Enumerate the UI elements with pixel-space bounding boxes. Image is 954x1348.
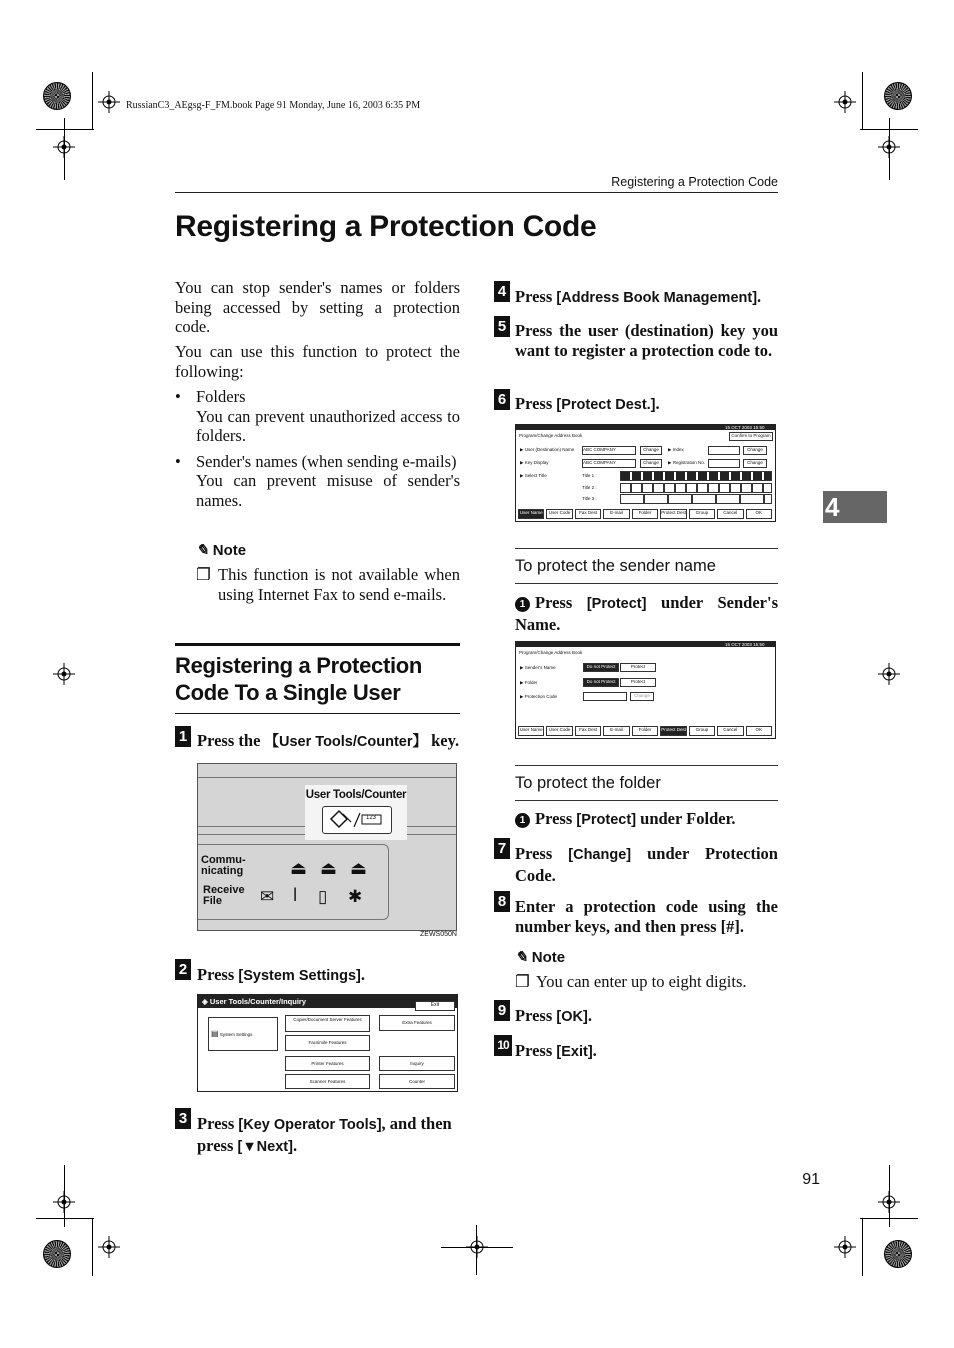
confirm-button[interactable]: Confirm to Program (729, 432, 773, 441)
user-tools-area (305, 785, 407, 840)
row-label: ▶ Key Display (520, 460, 549, 465)
document-icon: ▯ (318, 887, 328, 906)
protect-button[interactable]: Protect (620, 678, 656, 687)
step-9-text: Press [OK]. (515, 1006, 592, 1025)
screen-title: Program/Change Address Book (519, 433, 583, 438)
registration-label: ▶ Registration No. (668, 460, 705, 465)
ok-button[interactable]: OK (746, 509, 772, 519)
system-settings-icon: ▤ (211, 1029, 219, 1038)
subheading-sender: To protect the sender name (515, 548, 778, 584)
step-number: 9 (494, 1000, 510, 1021)
subheading-folder: To protect the folder (515, 765, 778, 801)
registration-mark-icon (834, 91, 856, 113)
list-item: • Folders You can prevent unauthorized access to folders. (175, 387, 460, 445)
row-label: ▶ Select Title (520, 473, 547, 478)
step-7-text: Press [Change] under Protection Code. (515, 844, 778, 885)
crop-line (476, 1225, 477, 1275)
registration-mark-icon (98, 1236, 120, 1258)
title-key-row[interactable] (620, 471, 772, 481)
control-panel-illustration (197, 763, 457, 931)
protect-screen (515, 641, 776, 739)
registration-mark-icon (53, 663, 75, 685)
note-text: You can enter up to eight digits. (536, 972, 747, 991)
screen-title: Program/Change Address Book (519, 650, 583, 655)
copier-features-button[interactable]: Copier/Document Server Features (285, 1015, 370, 1032)
fax-tray-icon: ⏏ (350, 858, 368, 878)
key-number-label: 123 (366, 815, 377, 821)
color-rosette-icon (884, 1240, 912, 1268)
facsimile-features-button[interactable]: Facsimile Features (285, 1035, 370, 1051)
tab-email[interactable]: E-mail (603, 726, 629, 736)
step-number: 1 (175, 726, 191, 747)
registration-mark-icon (53, 136, 75, 158)
system-settings-button[interactable]: ▤ System Settings (208, 1017, 278, 1051)
file-info: RussianC3_AEgsg-F_FM.book Page 91 Monday, June 16, 2003 6:35 PM (126, 100, 421, 111)
pencil-icon: ✎ (196, 542, 209, 559)
change-button[interactable]: Change (640, 446, 662, 455)
tab-bar (518, 726, 772, 736)
user-tools-label: User Tools/Counter (305, 789, 407, 801)
bullet-label: Folders (196, 387, 246, 406)
page-title: Registering a Protection Code (175, 210, 597, 243)
registration-mark-icon (878, 1191, 900, 1213)
step-number: 10 (494, 1035, 512, 1056)
screen-title: User Tools/Counter/Inquiry (209, 997, 306, 1006)
registration-mark-icon (878, 663, 900, 685)
step-1-text: Press the 【User Tools/Counter】 key. (197, 731, 460, 750)
tab-folder[interactable]: Folder (632, 509, 658, 519)
intro-paragraph-2: You can use this function to protect the following: (175, 342, 460, 381)
envelope-icon: ✉ (260, 887, 275, 906)
screen-clock: 15 OCT 2003 15:50 (725, 425, 765, 430)
address-book-screen (515, 424, 776, 522)
title-key-row[interactable] (620, 494, 772, 504)
sender-substep: 1 Press [Protect] under Sender's Name. (515, 593, 778, 634)
tab-fax-dest[interactable]: Fax Dest (575, 509, 601, 519)
step-8-text: Enter a protection code using the number keys, and then press [#]. (515, 897, 778, 936)
counter-button[interactable]: Counter (379, 1074, 455, 1089)
inquiry-button[interactable]: Inquiry (379, 1056, 455, 1071)
fax-tray-icon: ⏏ (320, 858, 338, 878)
screen-clock: 15 OCT 2003 15:50 (725, 642, 765, 647)
do-not-protect-button[interactable]: Do not Protect (583, 663, 619, 672)
index-field[interactable] (708, 446, 740, 455)
figure-code: ZEWS050N (420, 931, 457, 938)
extra-features-button[interactable]: Extra Features (379, 1015, 455, 1031)
user-tools-icon: ◈ (202, 997, 208, 1006)
step-6-text: Press [Protect Dest.]. (515, 394, 660, 413)
step-number: 7 (494, 838, 510, 859)
ok-button[interactable]: OK (746, 726, 772, 736)
note-heading (196, 541, 246, 559)
title-label: Title 3 : (582, 496, 597, 501)
change-button[interactable]: Change (640, 459, 662, 468)
tab-user-code[interactable]: User Code (546, 509, 572, 519)
protection-code-field[interactable] (583, 692, 627, 701)
registration-mark-icon (878, 136, 900, 158)
checkbox-square-icon: ❐ (515, 972, 530, 991)
substep-number: 1 (515, 597, 530, 612)
tab-protect-dest[interactable]: Protect Dest (660, 726, 686, 736)
color-rosette-icon (43, 1240, 71, 1268)
note-body (196, 565, 460, 604)
step-number: 5 (494, 316, 510, 337)
fax-tray-icon: ⏏ (290, 858, 308, 878)
key-display-field[interactable]: ABC COMPANY (582, 459, 636, 468)
row-label: ▶ Protection Code (520, 694, 557, 699)
user-tools-screen (197, 994, 458, 1092)
tab-email[interactable]: E-mail (603, 509, 629, 519)
do-not-protect-button[interactable]: Do not Protect (583, 678, 619, 687)
page-number: 91 (802, 1171, 820, 1188)
bullet-label: Sender's names (when sending e-mails) (196, 451, 457, 471)
note-text: This function is not available when using Internet Fax to send e-mails. (218, 565, 460, 604)
tab-fax-dest[interactable]: Fax Dest (575, 726, 601, 736)
step-3-text: Press [Key Operator Tools], and then press [▼Next]. (197, 1114, 452, 1155)
substep-number: 1 (515, 813, 530, 828)
note-label: Note (531, 949, 566, 966)
row-label: ▶ Sender's Name (520, 665, 556, 670)
title-label: Title 2 : (582, 485, 597, 490)
name-field[interactable]: ABC COMPANY (582, 446, 636, 455)
user-tools-icon (323, 807, 391, 833)
step-number: 8 (494, 891, 510, 912)
tab-group[interactable]: Group (689, 726, 715, 736)
step-2-text: Press [System Settings]. (197, 965, 366, 984)
color-rosette-icon (43, 82, 71, 110)
list-item: • Sender's names (when sending e-mails) You can prevent misuse of sender's names. (175, 451, 460, 510)
cancel-button[interactable]: Cancel (717, 726, 743, 736)
pencil-icon: ✎ (515, 949, 528, 966)
registration-mark-icon (53, 1191, 75, 1213)
tab-bar (518, 509, 772, 519)
title-label: Title 1 : (582, 473, 597, 478)
change-button[interactable]: Change (630, 692, 654, 701)
function-key-area (198, 844, 389, 920)
tab-user-code[interactable]: User Code (546, 726, 572, 736)
bullet-list (175, 387, 460, 510)
registration-mark-icon (98, 91, 120, 113)
tab-folder[interactable]: Folder (632, 726, 658, 736)
printer-features-button[interactable]: Printer Features (285, 1056, 370, 1071)
change-button[interactable]: Change (743, 446, 767, 455)
tab-group[interactable]: Group (689, 509, 715, 519)
registration-mark-icon (834, 1236, 856, 1258)
settings-icon: ✱ (348, 887, 363, 906)
section-heading: Registering a Protection Code To a Single User (175, 653, 423, 705)
step-number: 6 (494, 389, 510, 410)
intro-paragraph-1: You can stop sender's names or folders being accessed by setting a protection code. (175, 278, 460, 336)
wrench-icon: ǀ (293, 885, 298, 906)
tab-protect-dest[interactable]: Protect Dest (660, 509, 686, 519)
cancel-button[interactable]: Cancel (717, 509, 743, 519)
registration-field[interactable] (708, 459, 740, 468)
tab-user-name[interactable]: User Name (518, 726, 544, 736)
step-number: 2 (175, 959, 191, 980)
scanner-features-button[interactable]: Scanner Features (285, 1074, 370, 1089)
bullet-desc: You can prevent unauthorized access to folders. (196, 406, 460, 445)
user-tools-counter-key[interactable] (322, 806, 392, 834)
header-rule (175, 192, 778, 193)
step-4-text: Press [Address Book Management]. (515, 287, 762, 306)
note-heading (515, 948, 565, 966)
step-5-text: Press the user (destination) key you want to register a protection code to. (515, 321, 778, 360)
tab-user-name[interactable]: User Name (518, 509, 544, 519)
section-rule-top (175, 643, 460, 646)
row-label: ▶ Folder (520, 680, 538, 685)
color-rosette-icon (884, 82, 912, 110)
folder-substep: 1 Press [Protect] under Folder. (515, 809, 778, 831)
receive-file-label: Receive File (203, 884, 245, 907)
step-10-text: Press [Exit]. (515, 1041, 597, 1060)
checkbox-square-icon: ❐ (196, 565, 211, 584)
communicating-label: Commu- nicating (201, 854, 246, 877)
chapter-tab: 4 (823, 491, 887, 523)
step-number: 3 (175, 1108, 191, 1129)
protect-button[interactable]: Protect (620, 663, 656, 672)
note-label: Note (212, 542, 247, 559)
exit-button[interactable]: Exit (415, 1001, 455, 1011)
title-key-row[interactable] (620, 483, 772, 493)
running-header: Registering a Protection Code (611, 175, 778, 189)
bullet-desc: You can prevent misuse of sender's names. (196, 471, 460, 510)
note-body (515, 972, 778, 992)
index-label: ▶ Index (668, 447, 684, 452)
change-button[interactable]: Change (743, 459, 767, 468)
crop-line (441, 1247, 513, 1248)
row-label: ▶ User (Destination) Name (520, 447, 575, 452)
section-rule-bottom (175, 713, 460, 714)
step-number: 4 (494, 281, 510, 302)
